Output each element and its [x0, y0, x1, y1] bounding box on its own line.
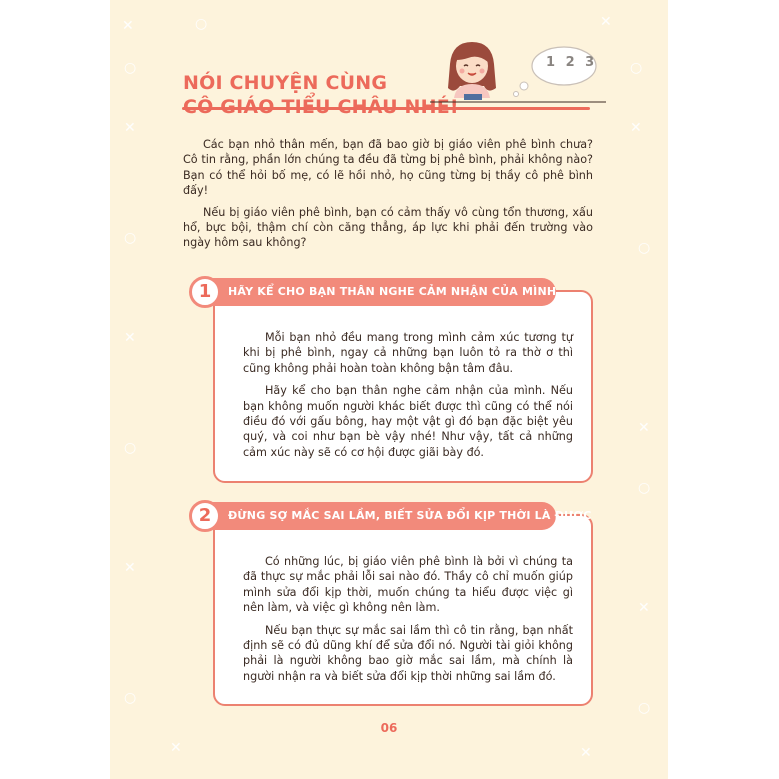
decor-cross-mark: ✕: [630, 120, 642, 136]
decor-cross-mark: ✕: [124, 330, 136, 346]
decor-cross-mark: ✕: [638, 600, 650, 616]
section-1-box: [213, 290, 593, 483]
section-2-box: [213, 514, 593, 706]
thought-bubble-text: 1 2 3: [546, 55, 598, 70]
decor-circle-mark: ○: [638, 700, 651, 716]
decor-cross-mark: ✕: [580, 745, 592, 761]
section-1-body: [243, 330, 573, 467]
decor-circle-mark: ○: [638, 240, 651, 256]
section-paragraph: Hãy kể cho bạn thân nghe cảm nhận của mình. Nếu bạn không muốn người khác biết được thì cũng có thể nói điều đó với gấu bông, hay một vật gì đó bạn đặc biệt yêu quý, và coi như bạn bè vậy nhé! Như vậy, tất cả những cảm xúc này sẽ có cơ hội được giãi bày đó.: [243, 384, 573, 459]
intro-text: [183, 137, 593, 257]
section-1-header: [190, 278, 556, 306]
decor-circle-mark: ○: [630, 60, 643, 76]
decor-circle-mark: ○: [638, 480, 651, 496]
intro-paragraph: Các bạn nhỏ thân mến, bạn đã bao giờ bị giáo viên phê bình chưa? Cô tin rằng, phần lớn chúng ta đều đã từng bị phê bình, phải không nào? Bạn có thể hỏi bố mẹ, có lẽ hồi nhỏ, họ cũng từng bị thầy cô phê bình đấy!: [183, 138, 593, 198]
decor-cross-mark: ✕: [638, 420, 650, 436]
section-2-header: [190, 502, 592, 530]
section-1-heading: HÃY KỂ CHO BẠN THÂN NGHE CẢM NHẬN CỦA MÌNH: [228, 285, 557, 298]
decor-cross-mark: ✕: [124, 560, 136, 576]
teacher-girl-illustration: [428, 36, 608, 112]
decor-circle-mark: ○: [195, 16, 208, 32]
decor-circle-mark: ○: [124, 690, 137, 706]
section-2-heading: ĐỪNG SỢ MẮC SAI LẦM, BIẾT SỬA ĐỔI KỊP THỜI LÀ ĐƯỢC: [228, 509, 592, 522]
section-2-number-badge: 2: [189, 500, 221, 532]
section-paragraph: Nếu bạn thực sự mắc sai lầm thì cô tin rằng, bạn nhất định sẽ có đủ dũng khí để sửa đổi nó. Người tài giỏi không phải là người không bao giờ mắc sai lầm, mà chính là người nhận ra và biết sửa đổi kịp thời những sai lầm đó.: [243, 623, 573, 683]
decor-circle-mark: ○: [124, 230, 137, 246]
intro-paragraph: Nếu bị giáo viên phê bình, bạn có cảm thấy vô cùng tổn thương, xấu hổ, bực bội, thậm chí còn căng thẳng, áp lực khi phải đến trường vào ngày hôm sau không?: [183, 205, 593, 250]
decor-cross-mark: ✕: [600, 14, 612, 30]
section-paragraph: Mỗi bạn nhỏ đều mang trong mình cảm xúc tương tự khi bị phê bình, ngay cả những bạn luôn tỏ ra thờ ơ thì cũng không phải hoàn toàn không bận tâm đâu.: [243, 331, 573, 375]
page-number: 06: [380, 721, 398, 735]
decor-circle-mark: ○: [124, 440, 137, 456]
decor-cross-mark: ✕: [170, 740, 182, 756]
decor-circle-mark: ○: [124, 60, 137, 76]
decor-cross-mark: ✕: [124, 120, 136, 136]
section-1-number-badge: 1: [189, 276, 221, 308]
book-page: [110, 0, 668, 779]
decor-cross-mark: ✕: [122, 18, 134, 34]
section-2-body: [243, 554, 573, 691]
page-title-line-1: NÓI CHUYỆN CÙNG: [183, 72, 388, 94]
section-paragraph: Có những lúc, bị giáo viên phê bình là bởi vì chúng ta đã thực sự mắc phải lỗi sai nào đó. Thầy cô chỉ muốn giúp mình sửa đổi kịp thời, muốn chúng ta hiểu được việc gì nên làm, và việc gì không nên làm.: [243, 555, 573, 615]
